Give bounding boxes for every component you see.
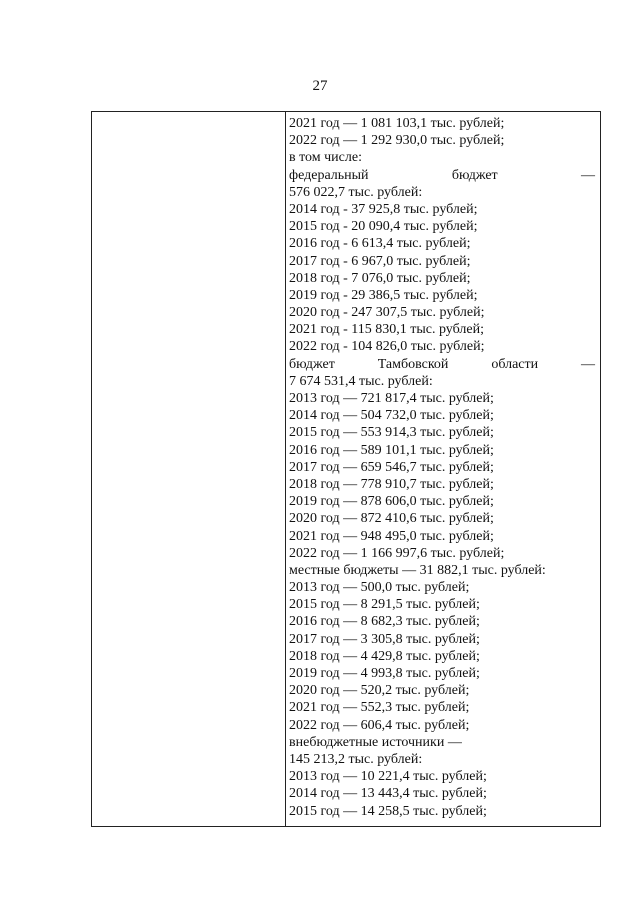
word: бюджет xyxy=(451,167,498,183)
table xyxy=(91,111,601,827)
text-line: 2020 год - 247 307,5 тыс. рублей; xyxy=(289,305,485,321)
text-line: 2013 год — 500,0 тыс. рублей; xyxy=(289,580,470,596)
text-line: 2015 год — 553 914,3 тыс. рублей; xyxy=(289,425,494,441)
text-line: 2019 год — 4 993,8 тыс. рублей; xyxy=(289,666,480,681)
word: бюджет xyxy=(289,356,335,372)
text-line: 2020 год — 520,2 тыс. рублей; xyxy=(289,683,470,699)
text-line: в том числе: xyxy=(289,150,362,166)
text-line: 2015 год — 8 291,5 тыс. рублей; xyxy=(289,597,480,613)
text-line: 2015 год — 14 258,5 тыс. рублей; xyxy=(289,803,487,819)
text-line: 2022 год — 606,4 тыс. рублей; xyxy=(289,717,470,733)
text-line: 145 213,2 тыс. рублей: xyxy=(289,751,423,767)
word: федеральный xyxy=(289,167,369,183)
text-line: местные бюджеты — 31 882,1 тыс. рублей: xyxy=(289,562,546,578)
text-line: 2015 год - 20 090,4 тыс. рублей; xyxy=(289,219,478,235)
text-line: 2019 год - 29 386,5 тыс. рублей; xyxy=(289,287,478,303)
text-line: 2021 год — 1 081 103,1 тыс. рублей; xyxy=(289,116,505,131)
text-line: 7 674 531,4 тыс. рублей: xyxy=(289,373,433,389)
dash: — xyxy=(581,356,595,372)
text-line: 2018 год - 7 076,0 тыс. рублей; xyxy=(289,270,471,286)
word: области xyxy=(491,356,539,372)
text-line: 576 022,7 тыс. рублей: xyxy=(289,184,423,200)
text-line: 2021 год — 552,3 тыс. рублей; xyxy=(289,700,470,716)
text-line: 2014 год — 13 443,4 тыс. рублей; xyxy=(289,786,487,802)
text-line: 2021 год — 948 495,0 тыс. рублей; xyxy=(289,528,494,544)
text-line: 2019 год — 878 606,0 тыс. рублей; xyxy=(289,494,494,510)
column-divider xyxy=(285,112,286,826)
word: Тамбовской xyxy=(377,356,449,372)
text-line: 2014 год - 37 925,8 тыс. рублей; xyxy=(289,201,478,217)
text-line: 2020 год — 872 410,6 тыс. рублей; xyxy=(289,511,494,527)
text-line-justified xyxy=(289,167,595,184)
text-line: 2022 год — 1 166 997,6 тыс. рублей; xyxy=(289,545,505,561)
text-line: 2016 год - 6 613,4 тыс. рублей; xyxy=(289,236,471,252)
text-line-justified xyxy=(289,356,595,373)
dash: — xyxy=(581,167,595,183)
text-line: 2016 год — 589 101,1 тыс. рублей; xyxy=(289,442,494,458)
text-line: 2014 год — 504 732,0 тыс. рублей; xyxy=(289,408,494,424)
text-line: 2021 год - 115 830,1 тыс. рублей; xyxy=(289,322,484,338)
text-line: 2022 год — 1 292 930,0 тыс. рублей; xyxy=(289,133,505,149)
right-cell-content xyxy=(289,115,595,820)
text-line: 2017 год — 659 546,7 тыс. рублей; xyxy=(289,459,494,475)
text-line: 2018 год — 778 910,7 тыс. рублей; xyxy=(289,476,494,492)
text-line: 2022 год - 104 826,0 тыс. рублей; xyxy=(289,339,485,355)
text-line: 2013 год — 10 221,4 тыс. рублей; xyxy=(289,769,487,785)
text-line: 2013 год — 721 817,4 тыс. рублей; xyxy=(289,391,494,406)
text-line: 2016 год — 8 682,3 тыс. рублей; xyxy=(289,614,480,630)
text-line: внебюджетные источники — xyxy=(289,734,462,750)
page-number: 27 xyxy=(312,78,328,94)
text-line: 2017 год — 3 305,8 тыс. рублей; xyxy=(289,631,480,647)
text-line: 2017 год - 6 967,0 тыс. рублей; xyxy=(289,253,471,269)
text-line: 2018 год — 4 429,8 тыс. рублей; xyxy=(289,648,480,664)
